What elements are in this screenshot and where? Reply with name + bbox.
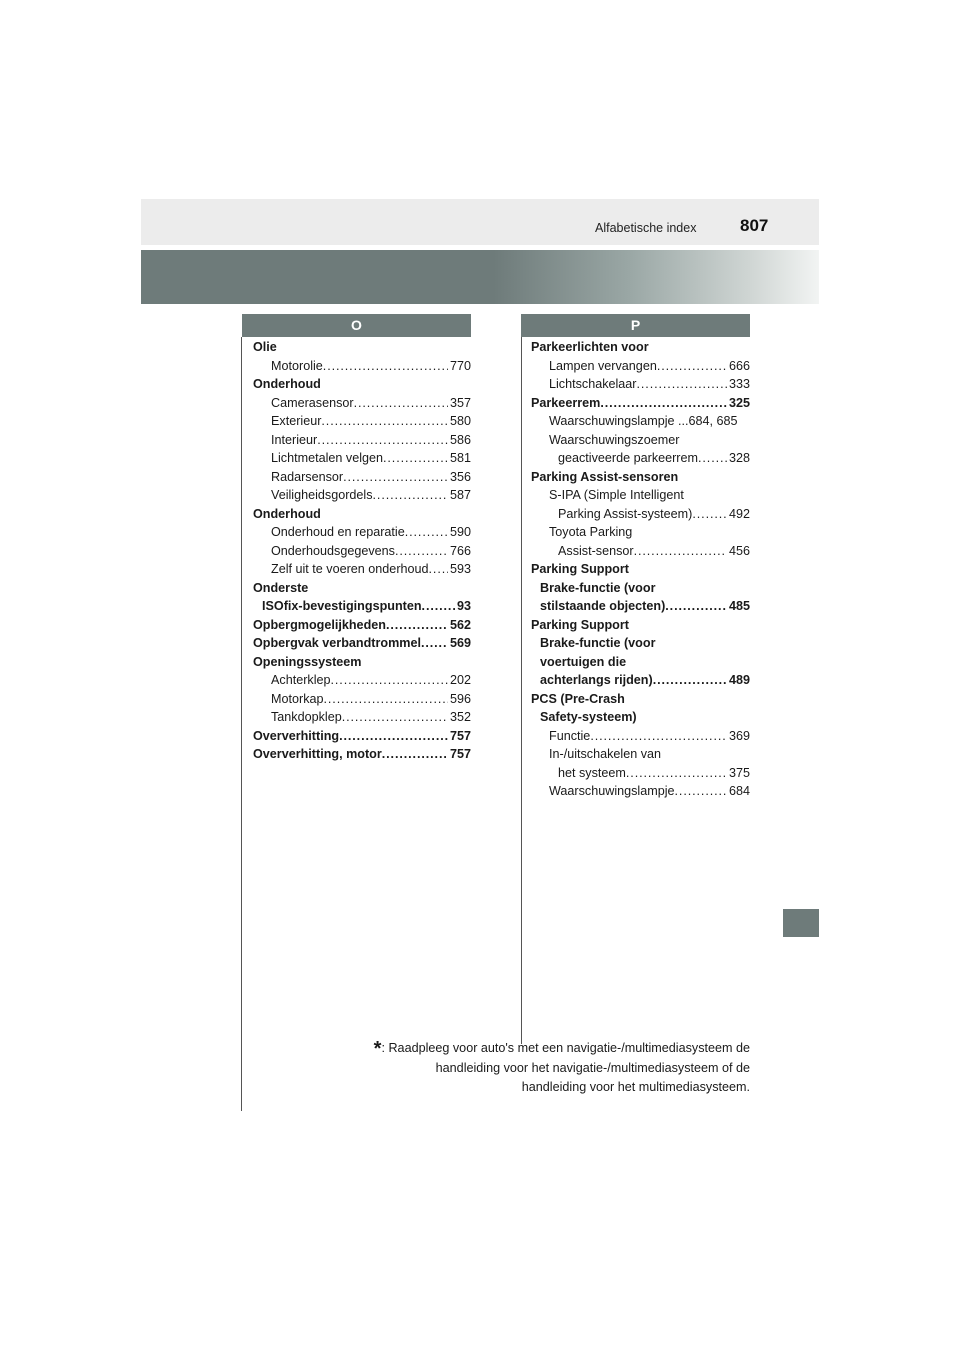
index-entry xyxy=(253,414,471,433)
entry-label: Brake-functie (voor xyxy=(540,580,656,595)
entry-page: 593 xyxy=(449,562,471,576)
index-entry xyxy=(253,451,471,470)
index-entry xyxy=(531,784,750,803)
entry-page: 562 xyxy=(449,617,471,632)
entry-page: 325 xyxy=(728,395,750,410)
entry-page: 93 xyxy=(456,599,471,613)
entry-page: 375 xyxy=(728,765,750,780)
entry-label: Safety-systeem) xyxy=(540,710,637,724)
leader-dots xyxy=(626,766,727,780)
leader-dots xyxy=(421,636,448,650)
leader-dots xyxy=(692,507,727,521)
entry-page: 596 xyxy=(449,691,471,706)
entry-page: 352 xyxy=(449,710,471,724)
entry-label: Zelf uit te voeren onderhoud xyxy=(271,562,429,576)
index-entry xyxy=(253,636,471,655)
header-bar xyxy=(141,199,819,245)
leader-dots xyxy=(331,673,448,687)
leader-dots xyxy=(373,488,448,502)
entry-label: achterlangs rijden) xyxy=(540,673,653,687)
index-entry xyxy=(253,396,471,415)
index-entry xyxy=(531,488,750,507)
index-column-p xyxy=(531,340,750,803)
index-entry xyxy=(531,729,750,748)
entry-label: Opbergvak verbandtrommel xyxy=(253,636,421,650)
index-entry xyxy=(531,433,750,452)
entry-label: Achterklep xyxy=(271,673,331,687)
page-title: Alfabetische index xyxy=(595,221,697,235)
index-entry xyxy=(253,359,471,378)
index-entry xyxy=(253,340,471,359)
section-letter-o: O xyxy=(242,314,471,337)
index-entry xyxy=(253,729,471,748)
leader-dots xyxy=(634,544,727,558)
index-entry xyxy=(531,636,750,655)
entry-label: PCS (Pre-Crash xyxy=(531,691,625,706)
entry-label: ISOfix-bevestigingspunten xyxy=(262,599,422,613)
index-entry xyxy=(531,766,750,785)
entry-label: Lichtmetalen velgen xyxy=(271,451,384,465)
index-entry xyxy=(253,747,471,766)
entry-label: Onderhoud xyxy=(253,506,321,521)
footnote xyxy=(374,1039,750,1097)
entry-label: Radarsensor xyxy=(271,469,344,484)
entry-label: S-IPA (Simple Intelligent xyxy=(549,488,684,502)
index-entry xyxy=(531,581,750,600)
index-entry xyxy=(531,525,750,544)
index-column-o xyxy=(253,340,471,766)
entry-label: Onderhoud xyxy=(253,377,321,391)
index-entry xyxy=(253,618,471,637)
entry-label: stilstaande objecten) xyxy=(540,599,666,613)
index-entry xyxy=(531,710,750,729)
entry-page: 202 xyxy=(449,673,471,687)
entry-label: Parking Assist-sensoren xyxy=(531,469,679,484)
entry-page: 456 xyxy=(728,543,750,558)
entry-label: Waarschuwingslampje xyxy=(549,784,675,798)
leader-dots xyxy=(600,396,727,410)
entry-label: Motorkap xyxy=(271,691,324,706)
entry-page: 587 xyxy=(449,488,471,502)
index-entry xyxy=(253,433,471,452)
leader-dots xyxy=(590,729,727,743)
entry-label: Parking Assist-systeem) xyxy=(558,506,693,521)
leader-dots xyxy=(383,451,448,465)
entry-label: voertuigen die xyxy=(540,654,627,669)
index-entry xyxy=(531,470,750,489)
index-entry xyxy=(531,359,750,378)
entry-label: Opbergmogelijkheden xyxy=(253,617,386,632)
entry-label: Openingssysteem xyxy=(253,654,362,669)
index-entry xyxy=(253,710,471,729)
entry-page: 766 xyxy=(449,543,471,558)
leader-dots xyxy=(665,599,727,613)
index-entry xyxy=(531,562,750,581)
entry-label: Parkeerlichten voor xyxy=(531,340,649,354)
section-banner xyxy=(141,250,819,304)
entry-label: Parkeerrem xyxy=(531,395,601,410)
entry-label: Tankdopklep xyxy=(271,710,342,724)
entry-page: 757 xyxy=(449,728,471,743)
index-entry xyxy=(531,544,750,563)
index-entry xyxy=(531,377,750,396)
entry-page: 586 xyxy=(449,432,471,447)
entry-page: 684 xyxy=(728,784,750,798)
entry-page: 357 xyxy=(449,395,471,410)
page-number: 807 xyxy=(740,216,769,235)
entry-label: Interieur xyxy=(271,432,318,447)
leader-dots xyxy=(354,396,448,410)
index-entry xyxy=(253,377,471,396)
leader-dots xyxy=(395,544,448,558)
index-entry xyxy=(531,414,750,433)
entry-label: Parking Support xyxy=(531,617,629,632)
index-entry xyxy=(531,673,750,692)
index-entry xyxy=(253,507,471,526)
index-entry xyxy=(253,655,471,674)
index-entry xyxy=(531,747,750,766)
entry-label: Onderhoud en reparatie xyxy=(271,525,405,539)
leader-dots xyxy=(324,692,448,706)
index-entry xyxy=(531,692,750,711)
index-entry xyxy=(253,544,471,563)
entry-page: 666 xyxy=(728,358,750,373)
index-entry xyxy=(253,673,471,692)
leader-dots xyxy=(321,414,448,428)
entry-label: Veiligheidsgordels xyxy=(271,488,373,502)
entry-page: 369 xyxy=(728,728,750,743)
leader-dots xyxy=(386,618,448,632)
index-entry xyxy=(253,562,471,581)
entry-label: Lichtschakelaar xyxy=(549,377,637,391)
entry-page: 580 xyxy=(449,414,471,428)
leader-dots xyxy=(657,359,727,373)
entry-page: 328 xyxy=(728,451,750,465)
index-entry xyxy=(253,488,471,507)
leader-dots xyxy=(342,710,448,724)
leader-dots xyxy=(343,470,448,484)
entry-label: Motorolie xyxy=(271,358,323,373)
footnote-marker: * xyxy=(373,1038,382,1060)
entry-label: Waarschuwingslampje ...684, 685 xyxy=(549,414,738,428)
index-entry xyxy=(253,599,471,618)
footnote-line-2: handleiding voor het navigatie-/multimediasysteem of de xyxy=(435,1061,750,1075)
entry-label: Waarschuwingszoemer xyxy=(549,432,680,447)
entry-label: Lampen vervangen xyxy=(549,358,657,373)
entry-label: Oververhitting xyxy=(253,728,340,743)
leader-dots xyxy=(405,525,448,539)
index-entry xyxy=(531,396,750,415)
leader-dots xyxy=(675,784,727,798)
footnote-text-1: : Raadpleeg voor auto's met een navigatie-/multimediasysteem de xyxy=(381,1041,750,1055)
index-entry xyxy=(253,525,471,544)
entry-label: Parking Support xyxy=(531,562,629,576)
entry-label: Exterieur xyxy=(271,414,322,428)
entry-label: Onderste xyxy=(253,580,309,595)
leader-dots xyxy=(637,377,727,391)
leader-dots xyxy=(429,562,448,576)
index-entry xyxy=(253,470,471,489)
entry-page: 590 xyxy=(449,525,471,539)
entry-page: 770 xyxy=(449,358,471,373)
entry-label: Brake-functie (voor xyxy=(540,636,656,650)
entry-label: Functie xyxy=(549,728,591,743)
column-divider xyxy=(521,337,522,1044)
index-entry xyxy=(531,507,750,526)
chapter-tab xyxy=(783,909,819,937)
entry-label: Oververhitting, motor xyxy=(253,747,382,761)
left-margin-rule xyxy=(241,337,242,1111)
leader-dots xyxy=(317,433,448,447)
entry-page: 489 xyxy=(728,673,750,687)
entry-page: 485 xyxy=(728,599,750,613)
entry-page: 356 xyxy=(449,469,471,484)
index-entry xyxy=(253,692,471,711)
index-entry xyxy=(531,451,750,470)
entry-page: 569 xyxy=(449,636,471,650)
leader-dots xyxy=(698,451,727,465)
index-entry xyxy=(253,581,471,600)
index-entry xyxy=(531,618,750,637)
leader-dots xyxy=(323,359,448,373)
entry-page: 492 xyxy=(728,506,750,521)
entry-label: Olie xyxy=(253,340,277,354)
entry-page: 333 xyxy=(728,377,750,391)
entry-label: geactiveerde parkeerrem xyxy=(558,451,699,465)
entry-label: Onderhoudsgegevens xyxy=(271,543,395,558)
entry-label: het systeem xyxy=(558,765,626,780)
entry-label: Assist-sensor xyxy=(558,543,634,558)
leader-dots xyxy=(339,729,448,743)
leader-dots xyxy=(653,673,727,687)
leader-dots xyxy=(382,747,448,761)
index-entry xyxy=(531,340,750,359)
entry-label: Camerasensor xyxy=(271,395,354,410)
footnote-line-1 xyxy=(374,1039,750,1059)
index-entry xyxy=(531,599,750,618)
entry-page: 757 xyxy=(449,747,471,761)
leader-dots xyxy=(422,599,455,613)
entry-page: 581 xyxy=(449,451,471,465)
index-entry xyxy=(531,655,750,674)
entry-label: Toyota Parking xyxy=(549,525,633,539)
footnote-line-3: handleiding voor het multimediasysteem. xyxy=(521,1080,750,1094)
section-letter-p: P xyxy=(521,314,750,337)
entry-label: In-/uitschakelen van xyxy=(549,747,662,761)
